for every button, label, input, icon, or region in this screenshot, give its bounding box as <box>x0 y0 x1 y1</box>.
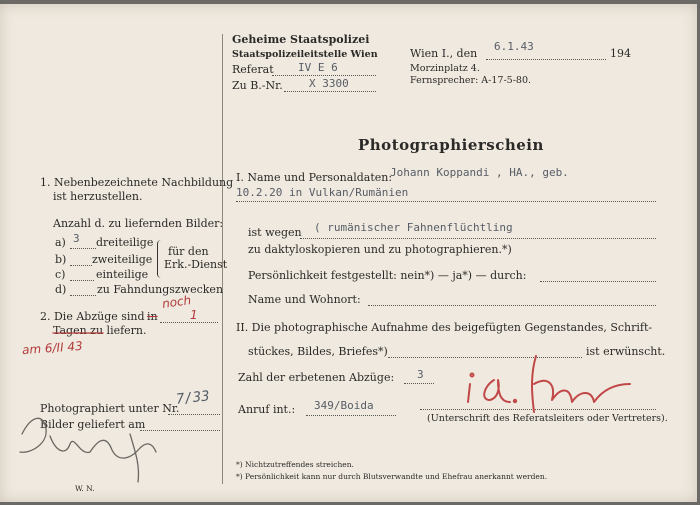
row-d-letter: d) <box>55 283 67 296</box>
year-print: 194 <box>610 47 631 60</box>
zu-value: X 3300 <box>309 77 349 90</box>
s1-label: I. Name und Personaldaten: <box>236 171 393 184</box>
row-a-value: 3 <box>73 232 80 245</box>
item2-prefix: 2. Die Abzüge sind <box>40 310 145 323</box>
signature-right-drawing <box>468 356 630 412</box>
call-label: Anruf int.: <box>238 403 296 416</box>
s2-line1: II. Die photographische Aufnahme des beigefügten Gegenstandes, Schrift- <box>236 321 653 334</box>
form-title: Photographierschein <box>358 136 544 154</box>
row-c-letter: c) <box>55 268 66 281</box>
zu-label: Zu B.-Nr. <box>232 79 283 92</box>
handwritten-one: 1 <box>190 308 198 322</box>
count-heading: Anzahl d. zu liefernden Bilder: <box>53 217 224 230</box>
s1-value2: 10.2.20 in Vulkan/Rumänien <box>236 186 409 199</box>
footer-code: W. N. <box>75 484 95 493</box>
city-date-label: Wien I., den <box>410 47 478 60</box>
item1-line1: 1. Nebenbezeichnete Nachbildung <box>40 176 234 189</box>
item2-struck: in <box>147 310 158 323</box>
photo-label: Photographiert unter Nr. <box>40 402 180 415</box>
count-label: Zahl der erbetenen Abzüge: <box>238 371 395 384</box>
wegen-value: ( rumänischer Fahnenflüchtling <box>314 221 513 234</box>
photo-value: 7/33 <box>175 388 211 408</box>
delivered-label: Bilder geliefert am <box>40 418 146 431</box>
document-page <box>0 4 697 502</box>
handwritten-noch: noch <box>161 293 192 311</box>
count-value: 3 <box>417 368 424 381</box>
item1-line2: ist herzustellen. <box>53 190 143 203</box>
address: Morzinplatz 4. <box>410 63 480 74</box>
row-a-letter: a) <box>55 236 66 249</box>
row-c-label: einteilige <box>96 268 149 281</box>
row-d-label: zu Fahndungszwecken <box>97 283 224 296</box>
s2-line2: stückes, Bildes, Briefes*) <box>248 345 388 358</box>
referat-label: Referat <box>232 63 274 76</box>
office-name: Staatspolizeileitstelle Wien <box>232 49 378 60</box>
item2-line2: Tagen zu liefern. <box>53 324 147 337</box>
referat-value: IV E 6 <box>298 61 338 74</box>
footnote-1: *) Nichtzutreffendes streichen. <box>236 460 354 469</box>
wegen-label: ist wegen <box>248 226 302 239</box>
handwritten-date: am 6/II 43 <box>21 338 84 358</box>
agency-name: Geheime Staatspolizei <box>232 33 370 46</box>
row-b-letter: b) <box>55 253 67 266</box>
brace-text-2: Erk.-Dienst <box>164 258 228 271</box>
dakty-line: zu daktyloskopieren und zu photographieren.*) <box>248 243 512 256</box>
phone: Fernsprecher: A-17-5-80. <box>410 75 532 86</box>
brace-text-1: für den <box>168 245 209 258</box>
handwriting-overlay <box>0 4 697 502</box>
call-value: 349/Boida <box>314 399 374 412</box>
person-line: Persönlichkeit festgestellt: nein*) — ja*) — durch: <box>248 269 527 282</box>
s2-end: ist erwünscht. <box>586 345 666 358</box>
signature-left-drawing <box>20 418 156 482</box>
footnote-2: *) Persönlichkeit kann nur durch Blutsverwandte und Ehefrau anerkannt werden. <box>236 472 548 481</box>
row-a-label: dreiteilige <box>96 236 154 249</box>
s1-value: Johann Koppandi , HA., geb. <box>390 166 569 179</box>
name-line: Name und Wohnort: <box>248 293 361 306</box>
signature-caption: (Unterschrift des Referatsleiters oder Vertreters). <box>427 413 668 424</box>
row-b-label: zweiteilige <box>92 253 153 266</box>
typed-date: 6.1.43 <box>494 40 534 53</box>
